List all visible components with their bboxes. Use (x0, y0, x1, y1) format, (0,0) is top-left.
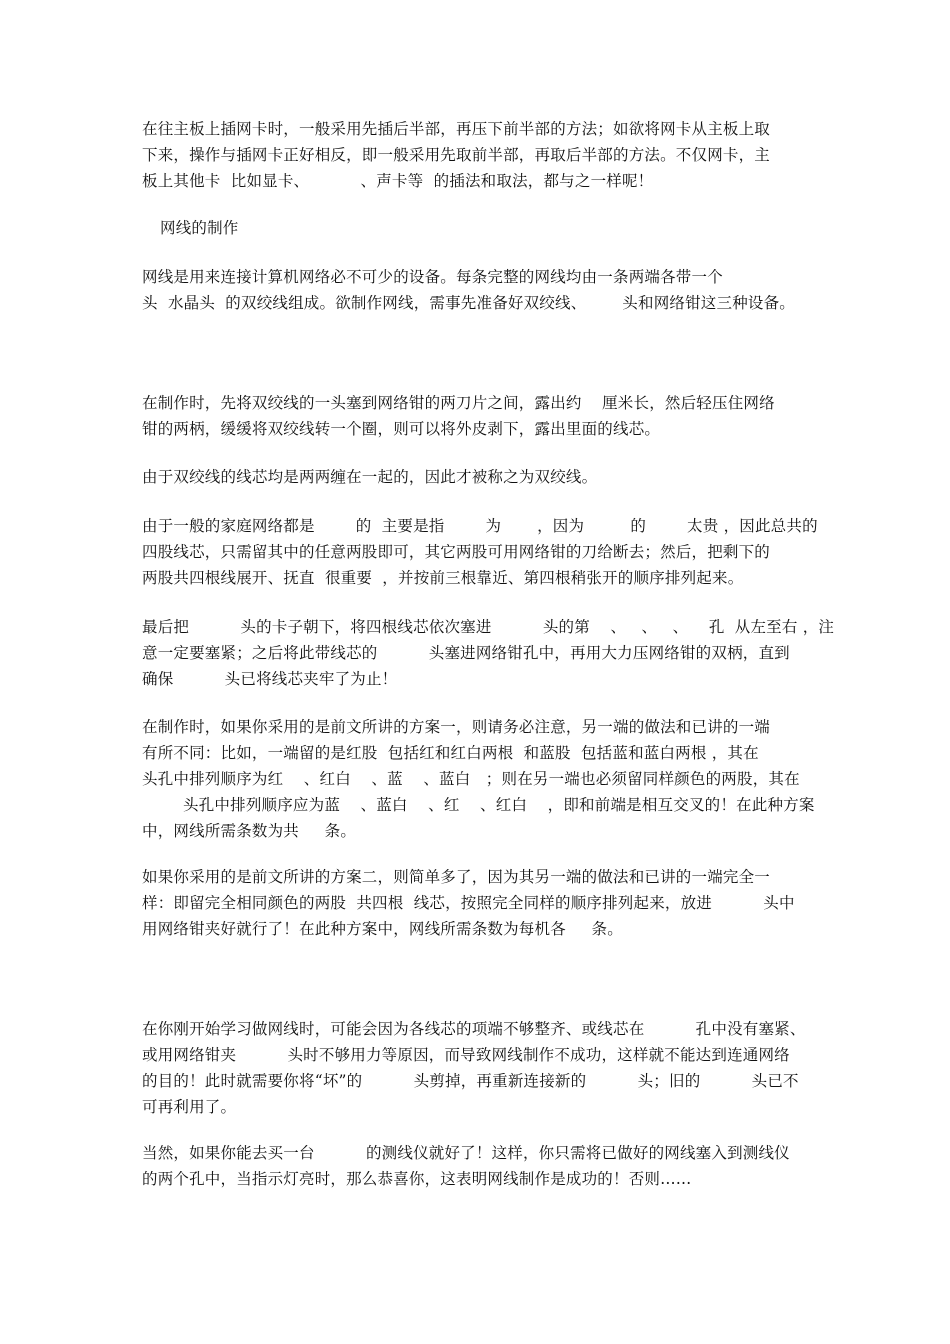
paragraph-10-line-2: 或用网络钳夹 头时不够用力等原因，而导致网线制作不成功，这样就不能达到连通网络 (142, 1046, 790, 1064)
paragraph-8-line-2: 有所不同：比如，一端留的是红股 包括红和红白两根 和蓝股 包括蓝和蓝白两根 ，其在 (142, 744, 759, 762)
paragraph-10-line-1: 在你刚开始学习做网线时，可能会因为各线芯的项端不够整齐、或线芯在 孔中没有塞紧、 (142, 1020, 806, 1038)
paragraph-4-line-1: 在制作时，先将双绞线的一头塞到网络钳的两刀片之间，露出约 厘米长，然后轻压住网络 (142, 394, 775, 412)
paragraph-8-line-1: 在制作时，如果你采用的是前文所讲的方案一，则请务必注意，另一端的做法和已讲的一端 (142, 718, 771, 736)
paragraph-11-line-1: 当然，如果你能去买一台 的测线仪就好了！这样，你只需将已做好的网线塞入到测线仪 (142, 1144, 790, 1162)
paragraph-3-line-1: 网线是用来连接计算机网络必不可少的设备。每条完整的网线均由一条两端各带一个 (142, 268, 723, 286)
paragraph-11-line-2: 的两个孔中，当指示灯亮时，那么恭喜你，这表明网线制作是成功的！否则…… (142, 1170, 692, 1188)
paragraph-8-line-5: 中，网线所需条数为共 条。 (142, 822, 357, 840)
paragraph-8-line-4: 头孔中排列顺序应为蓝 、蓝白 、红 、红白 ，即和前端是相互交叉的！在此种方案 (142, 796, 815, 814)
paragraph-6-line-1: 由于一般的家庭网络都是 的 主要是指 为 ，因为 的 太贵 ，因此总共的 (142, 517, 818, 535)
section-heading: 网线的制作 (160, 219, 239, 237)
paragraph-4-line-2: 钳的两柄，缓缓将双绞线转一个圈，则可以将外皮剥下，露出里面的线芯。 (142, 420, 661, 438)
paragraph-9-line-2: 样：即留完全相同颜色的两股 共四根 线芯，按照完全同样的顺序排列起来，放进 头中 (142, 894, 795, 912)
paragraph-9-line-3: 用网络钳夹好就行了！在此种方案中，网线所需条数为每机各 条。 (142, 920, 623, 938)
paragraph-1-line-2: 下来，操作与插网卡正好相反，即一般采用先取前半部，再取后半部的方法。不仅网卡，主 (142, 146, 771, 164)
paragraph-10-line-4: 可再利用了。 (142, 1098, 237, 1116)
paragraph-9-line-1: 如果你采用的是前文所讲的方案二，则简单多了，因为其另一端的做法和已讲的一端完全一 (142, 868, 771, 886)
paragraph-1-line-3: 板上其他卡 比如显卡、 、声卡等 的插法和取法，都与之一样呢！ (142, 172, 654, 190)
paragraph-7-line-1: 最后把 头的卡子朝下，将四根线芯依次塞进 头的第 、 、 、 孔 从左至右 ，注 (142, 618, 835, 636)
paragraph-10-line-3: 的目的！此时就需要你将“坏”的 头剪掉，再重新连接新的 头；旧的 头已不 (142, 1072, 799, 1090)
paragraph-3-line-2: 头 水晶头 的双绞线组成。欲制作网线，需事先准备好双绞线、 头和网络钳这三种设备。 (142, 294, 795, 312)
paragraph-5-line-1: 由于双绞线的线芯均是两两缠在一起的，因此才被称之为双绞线。 (142, 468, 598, 486)
paragraph-1-line-1: 在往主板上插网卡时，一般采用先插后半部，再压下前半部的方法；如欲将网卡从主板上取 (142, 120, 771, 138)
paragraph-6-line-2: 四股线芯，只需留其中的任意两股即可，其它两股可用网络钳的刀给断去；然后，把剩下的 (142, 543, 771, 561)
paragraph-6-line-3: 两股共四根线展开、抚直 很重要 ，并按前三根靠近、第四根稍张开的顺序排列起来。 (142, 569, 744, 587)
paragraph-8-line-3: 头孔中排列顺序为红 、红白 、蓝 、蓝白 ；则在另一端也必须留同样颜色的两股，其在 (142, 770, 800, 788)
paragraph-7-line-3: 确保 头已将线芯夹牢了为止！ (142, 670, 398, 688)
paragraph-7-line-2: 意一定要塞紧；之后将此带线芯的 头塞进网络钳孔中，再用大力压网络钳的双柄，直到 (142, 644, 790, 662)
